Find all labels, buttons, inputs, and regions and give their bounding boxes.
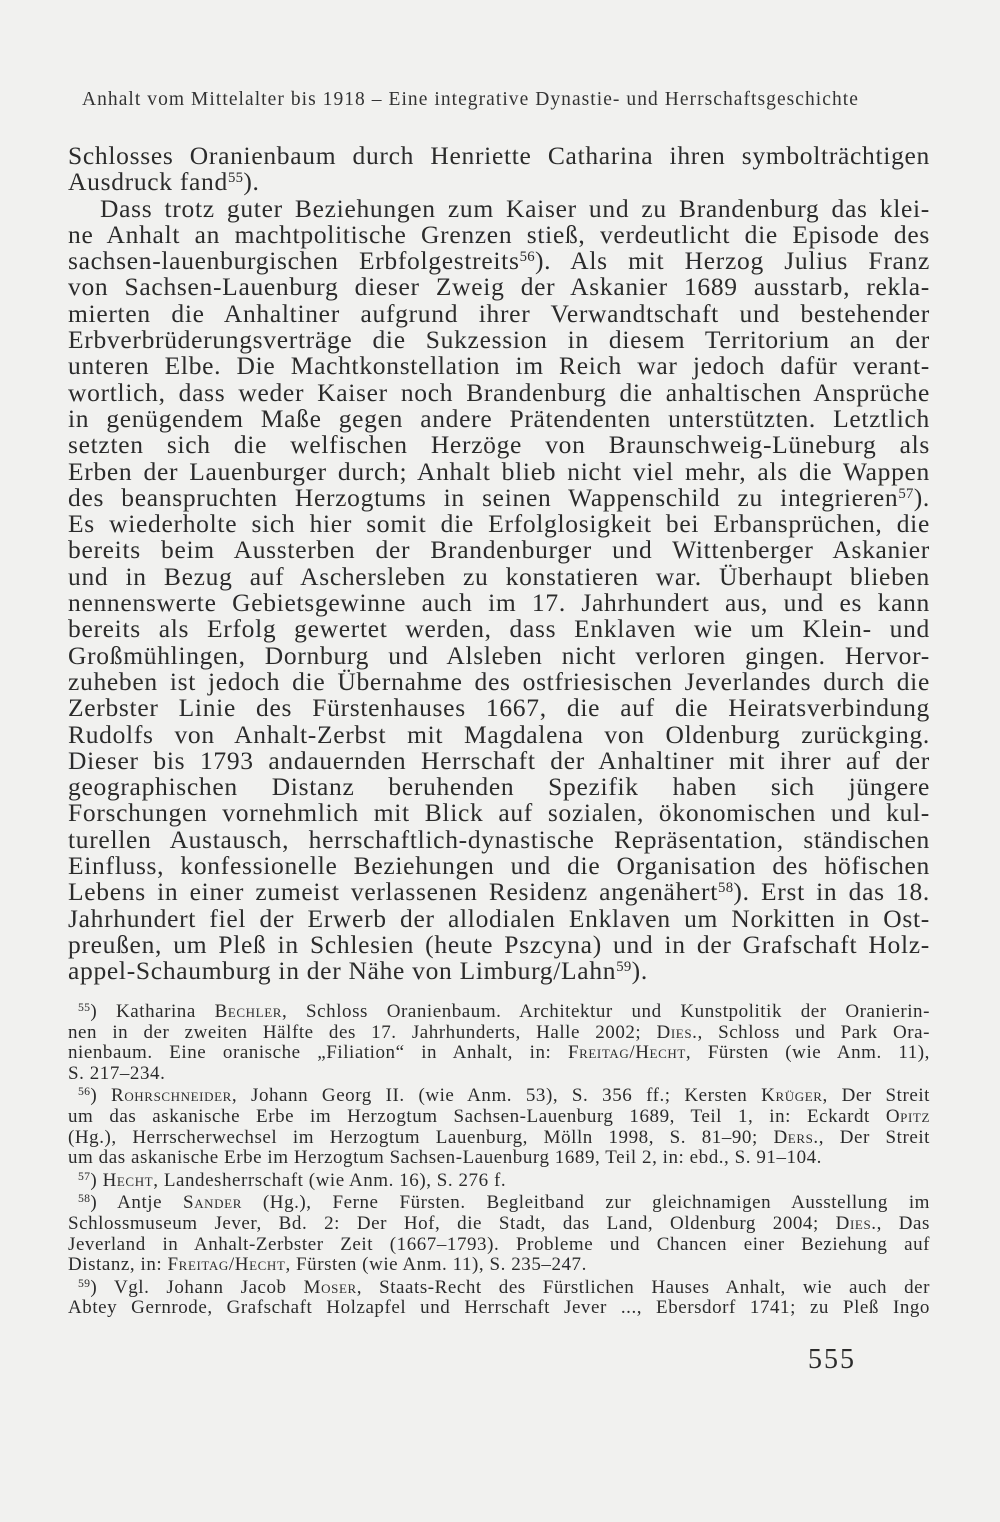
body-line — [68, 903, 930, 933]
author-name-small-caps: Rohrschneider — [111, 1085, 232, 1107]
text-run: (Hg.), Herrscherwechsel im Herzogtum Lauenburg, Mölln 1998, S. 81–90; — [68, 1126, 774, 1148]
text-run: ). — [913, 482, 930, 512]
footnote-line — [68, 1064, 930, 1085]
body-line — [68, 537, 930, 563]
author-name-small-caps: Krüger — [761, 1085, 823, 1107]
body-line — [68, 143, 930, 169]
text-run: um das askanische Erbe im Herzogtum Sachsen-Lauenburg 1689, Teil 1, in: Eckardt — [68, 1105, 886, 1127]
footnote-line — [68, 1023, 930, 1044]
footnote-marker: 59 — [616, 959, 632, 976]
text-run: , Schloss Oranienbaum. Architektur und Kunstpolitik der Oranierin- — [282, 1001, 930, 1022]
text-run: des beanspruchten Herzogtums in seinen Wappenschild zu integrieren — [68, 482, 899, 512]
footnote-line — [68, 1086, 930, 1107]
text-run: von Sachsen-Lauenburg dieser Zweig der Askanier 1689 ausstarb, rekla- — [68, 272, 930, 302]
text-run: mierten die Anhaltiner aufgrund ihrer Verwandtschaft und bestehender — [68, 298, 930, 328]
body-line — [68, 432, 930, 458]
text-run: Jeverland in Anhalt-Zerbster Zeit (1667–1793). Probleme und Chancen einer Beziehung auf — [68, 1233, 930, 1255]
text-run: Rudolfs von Anhalt-Zerbst mit Magdalena von Oldenburg zurückging. — [68, 719, 930, 749]
footnote-line — [68, 1002, 930, 1023]
footnote-line — [68, 1235, 930, 1256]
author-name-small-caps: Hecht — [102, 1169, 154, 1191]
author-name-small-caps: Bechler — [214, 1001, 283, 1022]
text-run: Schlossmuseum Jever, Bd. 2: Der Hof, die Stadt, das Land, Oldenburg 2004; — [68, 1212, 836, 1234]
text-run: (Hg.), Ferne Fürsten. Begleitband zur gleichnamigen Ausstellung im — [241, 1192, 930, 1214]
footnote-line — [68, 1255, 930, 1276]
text-run: sachsen-lauenburgischen Erbfolgestreits — [68, 246, 520, 276]
text-run: wortlich, dass weder Kaiser noch Brandenburg die anhaltischen Ansprüche — [68, 377, 930, 407]
text-run: S. 217–234. — [68, 1062, 166, 1084]
body-line — [68, 193, 930, 223]
text-run: turellen Austausch, herrschaftlich-dynastische Repräsentation, ständischen — [68, 824, 930, 854]
footnote-marker: 57 — [78, 1169, 91, 1183]
body-line — [68, 800, 930, 826]
text-run: appel-Schaumburg in der Nähe von Limburg/Lahn — [68, 956, 617, 986]
text-run: ). — [631, 956, 648, 986]
body-line — [68, 561, 930, 591]
text-run: Großmühlingen, Dornburg und Alsleben nicht verloren gingen. Hervor- — [68, 640, 930, 670]
text-run: nen in der zweiten Hälfte des 17. Jahrhunderts, Halle 2002; — [68, 1021, 657, 1043]
text-run: Forschungen vornehmlich mit Blick auf sozialen, ökonomischen und kul- — [68, 798, 930, 828]
text-run: , Der Streit — [822, 1085, 930, 1107]
footnote-line — [68, 1193, 930, 1214]
body-paragraph — [68, 193, 931, 986]
footnote — [68, 1002, 930, 1084]
body-line — [68, 377, 930, 407]
author-name-small-caps: Opitz — [885, 1105, 930, 1127]
text-run: preußen, um Pleß in Schlesien (heute Pszcyna) und in der Grafschaft Holz- — [68, 929, 930, 959]
footnote-line — [68, 1128, 930, 1149]
body-line — [68, 879, 930, 905]
body-line — [68, 327, 930, 353]
author-name-small-caps: Sander — [183, 1192, 242, 1214]
footnotes — [68, 1002, 930, 1321]
body-line — [68, 353, 930, 379]
footnote — [68, 1086, 930, 1168]
text-run: , Schloss und Park Ora- — [697, 1021, 930, 1043]
author-name-small-caps: Dies. — [835, 1212, 877, 1234]
text-run: , Landesherrschaft (wie Anm. 16), S. 276 f. — [153, 1169, 507, 1191]
body-text — [68, 143, 930, 985]
text-run: Ausdruck fand — [68, 167, 228, 197]
author-name-small-caps: Freitag/Hecht — [567, 1042, 686, 1064]
text-run: zuheben ist jedoch die Übernahme des ostfriesischen Jeverlandes durch die — [68, 666, 930, 696]
footnote-marker: 56 — [519, 249, 535, 266]
footnote-marker: 55 — [227, 170, 244, 187]
footnote-marker: 56 — [78, 1085, 91, 1099]
text-run: nennenswerte Gebietsgewinne auch im 17. Jahrhundert aus, und es kann — [68, 588, 930, 618]
body-line — [68, 666, 930, 696]
text-run: ). Erst in das 18. — [733, 877, 931, 907]
text-run: um das askanische Erbe im Herzogtum Sachsen-Lauenburg 1689, Teil 2, in: ebd., S. 91–104. — [68, 1147, 822, 1169]
text-run: , Fürsten (wie Anm. 11), S. 235–247. — [285, 1254, 587, 1276]
body-line — [68, 456, 930, 486]
footnote-marker: 59 — [78, 1276, 91, 1290]
text-run: ). Als mit Herzog Julius Franz — [534, 246, 930, 276]
footnote — [68, 1171, 930, 1192]
author-name-small-caps: Ders. — [773, 1126, 819, 1148]
text-run: ) — [90, 1169, 103, 1191]
text-run: Dieser bis 1793 andauernden Herrschaft der Anhaltiner mit ihrer auf der — [68, 745, 930, 775]
body-line — [68, 695, 930, 721]
footnote-marker: 55 — [78, 1001, 91, 1015]
text-run: Distanz, in: — [68, 1254, 168, 1276]
text-run: Es wiederholte sich hier somit die Erfolglosigkeit bei Erbansprüchen, die — [68, 509, 930, 539]
body-line — [68, 640, 930, 670]
footnote — [68, 1278, 930, 1319]
text-run: Schlosses Oranienbaum durch Henriette Catharina ihren symbolträchtigen — [68, 141, 930, 170]
body-line — [68, 274, 930, 300]
footnote-marker: 57 — [898, 485, 914, 502]
text-run: Erben der Lauenburger durch; Anhalt blieb nicht viel mehr, als die Wappen — [68, 456, 930, 486]
text-run: ne Anhalt an machtpolitische Grenzen stieß, verdeutlicht die Episode des — [68, 219, 930, 249]
text-run: , Der Streit — [818, 1126, 931, 1148]
body-line — [68, 719, 930, 749]
body-line — [68, 929, 930, 959]
text-run: geographischen Distanz beruhenden Spezifik haben sich jüngere — [68, 772, 930, 802]
text-run: setzten sich die welfischen Herzöge von Braunschweig-Lüneburg als — [68, 430, 930, 460]
body-paragraph — [68, 143, 930, 196]
footnote-line — [68, 1278, 930, 1299]
author-name-small-caps: Freitag/Hecht — [167, 1254, 286, 1276]
body-line — [68, 482, 930, 512]
text-run: , Staats-Recht des Fürstlichen Hauses Anhalt, wie auch der — [356, 1276, 930, 1298]
text-run: ) Katharina — [90, 1001, 215, 1022]
body-line — [68, 616, 930, 642]
text-run: Abtey Gernrode, Grafschaft Holzapfel und Herrschaft Jever ..., Ebersdorf 1741; zu Pleß Ingo — [68, 1297, 930, 1319]
body-line — [68, 853, 930, 879]
body-line — [68, 511, 930, 537]
text-run: , Fürsten (wie Anm. 11), — [685, 1042, 930, 1064]
body-line — [68, 298, 930, 328]
body-line — [68, 169, 930, 195]
text-run: , Das — [876, 1212, 930, 1234]
body-line — [68, 745, 930, 775]
text-run: unteren Elbe. Die Machtkonstellation im Reich war jedoch dafür verant- — [68, 351, 930, 381]
footnote — [68, 1193, 930, 1275]
text-run: und in Bezug auf Aschersleben zu konstatieren war. Überhaupt blieben — [68, 561, 930, 591]
body-line — [68, 958, 930, 984]
author-name-small-caps: Moser — [303, 1276, 357, 1298]
footnote-marker: 58 — [718, 880, 734, 897]
footnote-marker: 58 — [78, 1192, 91, 1206]
author-name-small-caps: Dies. — [656, 1021, 698, 1043]
text-run: ) Antje — [90, 1192, 184, 1214]
text-run: Dass trotz guter Beziehungen zum Kaiser und zu Brandenburg das klei- — [100, 193, 930, 223]
text-run: Zerbster Linie des Fürstenhauses 1667, die auf die Heiratsverbindung — [68, 693, 930, 723]
text-run: ). — [243, 167, 260, 197]
text-run: , Johann Georg II. (wie Anm. 53), S. 356 ff.; Kersten — [231, 1085, 762, 1107]
running-header: Anhalt vom Mittelalter bis 1918 – Eine integrative Dynastie- und Herrschaftsgeschichte — [82, 89, 859, 110]
page-number: 555 — [808, 1344, 856, 1375]
body-line — [68, 219, 930, 249]
footnote-line — [68, 1298, 930, 1319]
body-line — [68, 774, 930, 800]
footnote-line — [68, 1148, 930, 1169]
text-run: ) Vgl. Johann Jacob — [90, 1276, 304, 1298]
text-run: in genügendem Maße gegen andere Prätendenten unterstützten. Letztlich — [68, 403, 930, 433]
text-run: Einfluss, konfessionelle Beziehungen und die Organisation des höfischen — [68, 851, 930, 881]
body-line — [68, 248, 930, 274]
footnote-line — [68, 1107, 930, 1128]
body-line — [68, 824, 930, 854]
text-run: ) — [90, 1085, 112, 1107]
body-line — [68, 403, 930, 433]
footnote-line — [68, 1171, 930, 1192]
footnote-line — [68, 1214, 930, 1235]
text-run: bereits als Erfolg gewertet werden, dass Enklaven wie um Klein- und — [68, 614, 930, 644]
body-line — [68, 590, 930, 616]
text-run: Lebens in einer zumeist verlassenen Residenz angenähert — [68, 877, 719, 907]
text-run: Erbverbrüderungsverträge die Sukzession in diesem Territorium an der — [68, 325, 930, 355]
text-run: bereits beim Aussterben der Brandenburger und Wittenberger Askanier — [68, 535, 930, 565]
text-run: nienbaum. Eine oranische „Filiation“ in Anhalt, in: — [68, 1042, 568, 1064]
footnote-line — [68, 1043, 930, 1064]
text-run: Jahrhundert fiel der Erwerb der allodialen Enklaven um Norkitten in Ost- — [68, 903, 930, 933]
